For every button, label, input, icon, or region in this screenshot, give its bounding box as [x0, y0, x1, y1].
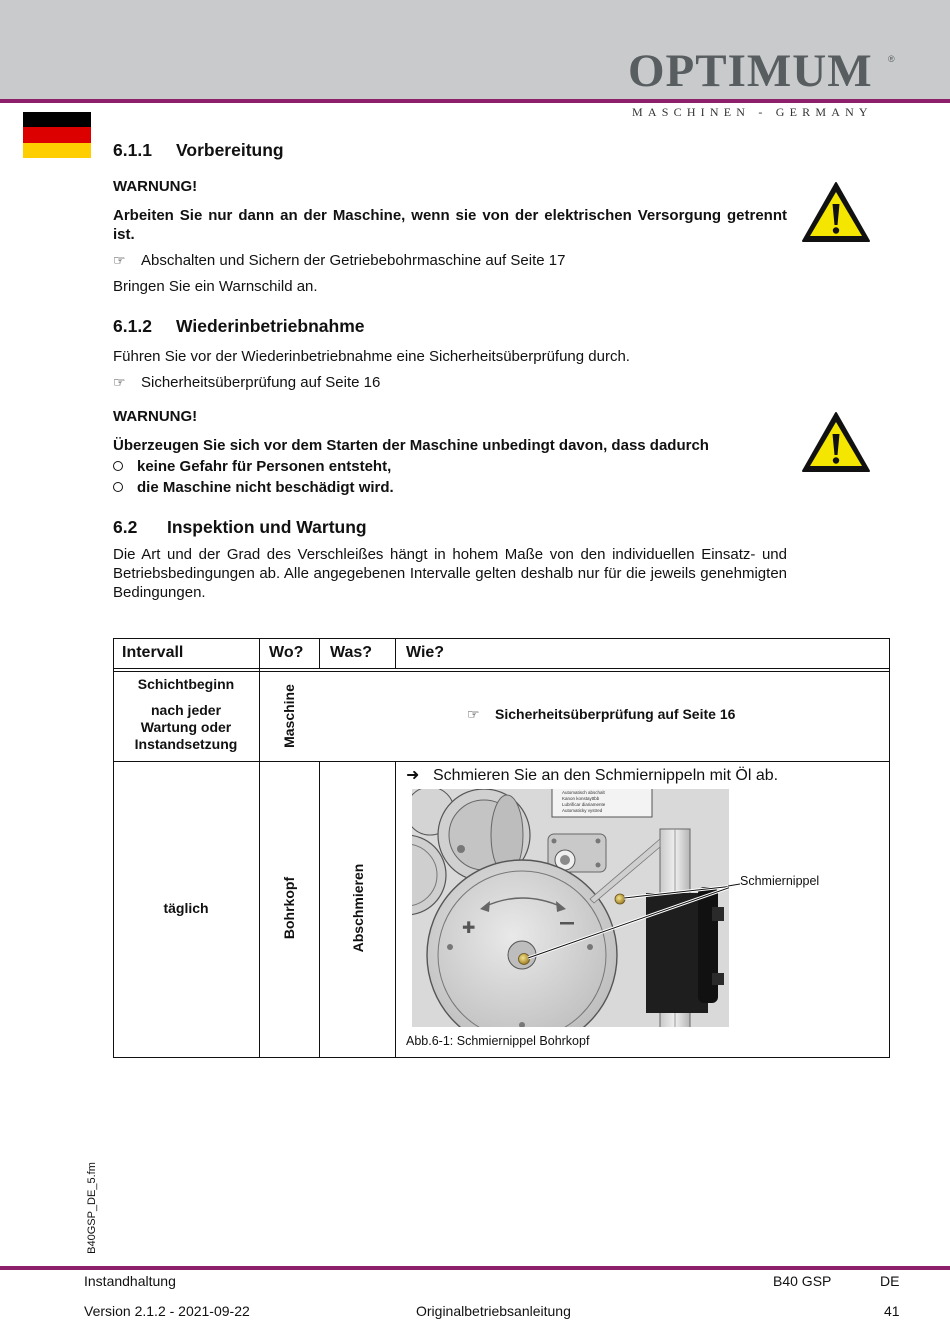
- warning-label: WARNUNG!: [113, 178, 198, 195]
- footer-doc-type: Originalbetriebsanleitung: [416, 1303, 571, 1319]
- column-header-interval: Intervall: [122, 644, 184, 661]
- plate-line: Lubrificar diariamente: [562, 802, 606, 807]
- pointing-hand-icon: ☞: [467, 706, 480, 722]
- section-number: 6.2: [113, 517, 138, 537]
- list-item: keine Gefahr für Personen entsteht,: [113, 457, 391, 476]
- footer-language: DE: [880, 1273, 900, 1289]
- registered-mark: ®: [888, 54, 895, 64]
- interval-after-maintenance: nach jeder Wartung oder Instandsetzung: [134, 702, 238, 752]
- cross-reference: [467, 706, 735, 723]
- brand-subtitle: MASCHINEN - GERMANY: [632, 105, 873, 119]
- cross-reference: [113, 373, 380, 392]
- section-title: Wiederinbetriebnahme: [176, 316, 365, 336]
- footer-chapter: Instandhaltung: [84, 1273, 176, 1289]
- warning-text: Überzeugen Sie sich vor dem Starten der Maschine unbedingt davon, dass dadurch: [113, 437, 709, 454]
- section-title: Vorbereitung: [176, 140, 284, 160]
- svg-text:✚: ✚: [462, 920, 476, 937]
- where-machine: Maschine: [281, 684, 297, 748]
- footer-rule: [0, 1266, 950, 1270]
- section-number: 6.1.1: [113, 140, 152, 160]
- footer-version: Version 2.1.2 - 2021-09-22: [84, 1303, 250, 1319]
- german-flag-icon: [23, 112, 91, 158]
- body-text: Führen Sie vor der Wiederinbetriebnahme eine Sicherheitsüberprüfung durch.: [113, 348, 630, 365]
- section-number: 6.1.2: [113, 316, 152, 336]
- bullet-circle-icon: [113, 461, 123, 471]
- bullet-circle-icon: [113, 482, 123, 492]
- body-text: Bringen Sie ein Warnschild an.: [113, 278, 318, 295]
- column-header-how: Wie?: [406, 644, 445, 661]
- pointing-hand-icon: ☞: [113, 252, 126, 268]
- section-title: Inspektion und Wartung: [167, 517, 367, 537]
- source-file-label: B40GSP_DE_5.fm: [86, 1162, 98, 1254]
- column-header-what: Was?: [330, 644, 373, 661]
- what-lubricate: Abschmieren: [350, 863, 366, 953]
- drill-head-illustration: [412, 789, 729, 1027]
- section-heading-6-1-1: [113, 142, 284, 160]
- plate-line: Automatisch abschalt: [562, 790, 605, 795]
- arrow-right-icon: ➜: [406, 767, 420, 784]
- callout-leader: [728, 880, 740, 892]
- column-header-where: Wo?: [269, 644, 304, 661]
- header-rule: [0, 99, 950, 103]
- plate-line: Kanon konstayttbb: [562, 796, 600, 801]
- pointing-hand-icon: ☞: [113, 374, 126, 390]
- figure-caption: Abb.6-1: Schmiernippel Bohrkopf: [406, 1034, 590, 1048]
- body-text: Die Art und der Grad des Verschleißes hängt in hohem Maße von den individuellen Einsatz- und Betriebsbedingungen ab. Alle angegebenen Intervalle gelten deshalb nur für die jeweils genehmigten Bedingungen.: [113, 546, 787, 601]
- section-heading-6-2: [113, 519, 367, 537]
- where-drill-head: Bohrkopf: [281, 876, 297, 940]
- section-heading-6-1-2: [113, 318, 365, 336]
- callout-grease-nipple: Schmiernippel: [740, 874, 820, 888]
- instruction-text: Schmieren Sie an den Schmiernippeln mit Öl ab.: [433, 767, 779, 784]
- warning-text: Arbeiten Sie nur dann an der Maschine, wenn sie von der elektrischen Versorgung getrennt ist.: [113, 207, 787, 243]
- warning-triangle-icon: [801, 411, 871, 473]
- warning-label: WARNUNG!: [113, 408, 198, 425]
- cross-reference-text: Sicherheitsüberprüfung auf Seite 16: [495, 706, 736, 722]
- warning-triangle-icon: [801, 181, 871, 243]
- cross-reference: [113, 251, 565, 270]
- page-number: 41: [884, 1303, 900, 1319]
- footer-model: B40 GSP: [773, 1273, 832, 1289]
- list-item: die Maschine nicht beschädigt wird.: [113, 478, 394, 497]
- brand-logo: OPTIMUM: [628, 45, 873, 97]
- interval-shift-start: Schichtbeginn: [137, 676, 235, 692]
- interval-daily: täglich: [163, 900, 209, 916]
- plate-line: Automaticky vystred: [562, 808, 603, 813]
- cross-reference-text: Abschalten und Sichern der Getriebebohrmaschine auf Seite 17: [141, 252, 566, 269]
- instruction: [406, 766, 778, 786]
- cross-reference-text: Sicherheitsüberprüfung auf Seite 16: [141, 374, 381, 391]
